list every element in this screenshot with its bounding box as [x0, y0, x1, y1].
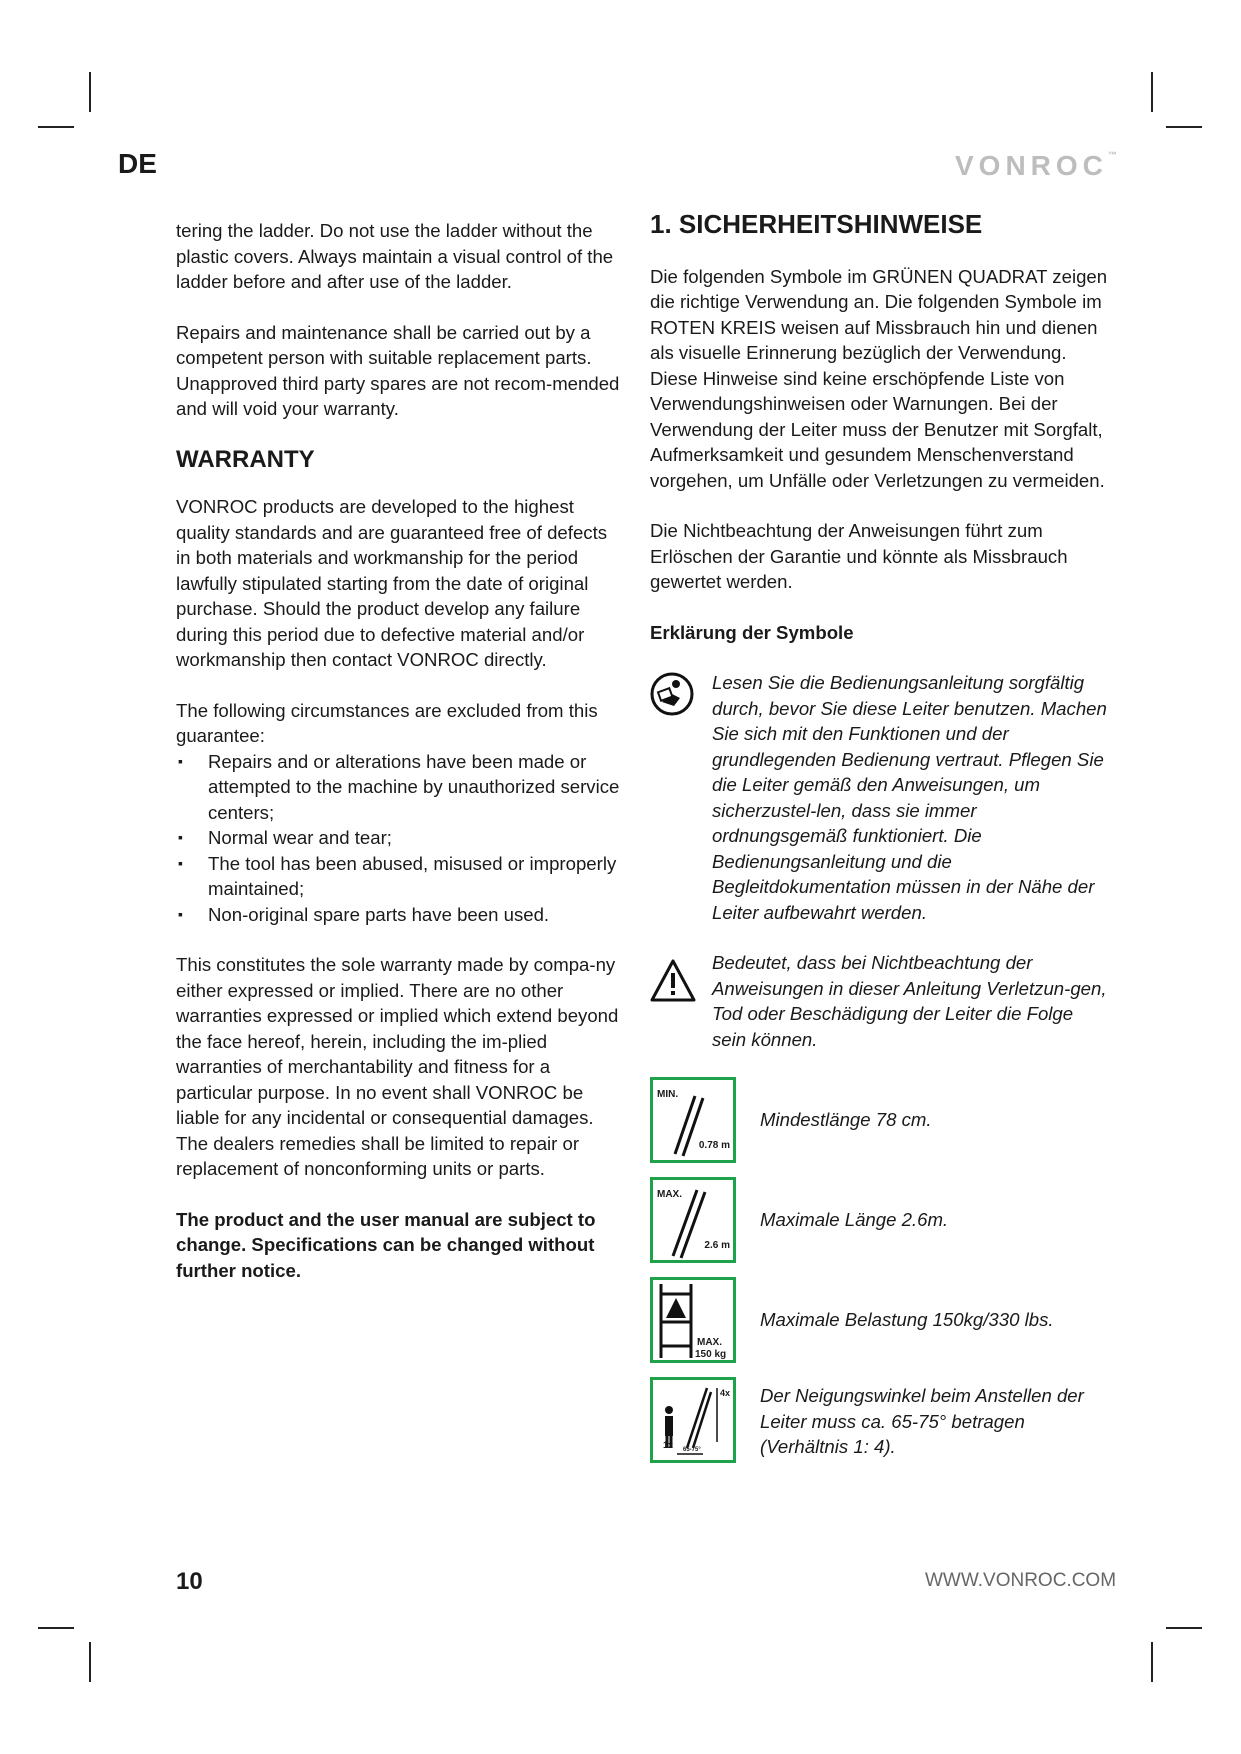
symbol-row-warning: [650, 950, 1110, 1052]
page-number: 10: [176, 1568, 203, 1595]
max-load-text: Maximale Belastung 150kg/330 lbs.: [760, 1309, 1054, 1330]
crop-mark: [1166, 126, 1202, 128]
language-code: DE: [118, 148, 157, 179]
safety-paragraph-2: Die Nichtbeachtung der Anweisungen führt zum Erlöschen der Garantie und könnte als Missbrauch gewertet werden.: [650, 520, 1068, 592]
list-item: ▪ Repairs and or alterations have been made or attempted to the machine by unauthorized service centers;: [176, 749, 626, 826]
angle-degrees: 65-75°: [683, 1447, 701, 1453]
excluded-list: [176, 749, 626, 928]
website-url: WWW.VONROC.COM: [925, 1570, 1117, 1591]
crop-mark: [89, 1642, 91, 1682]
min-length-icon: [650, 1077, 736, 1163]
crop-mark: [1151, 72, 1153, 112]
max-label: MAX.: [657, 1189, 682, 1200]
intro-paragraph: tering the ladder. Do not use the ladder without the plastic covers. Always maintain a visual control of the ladder before and after use of the ladder.: [176, 220, 614, 292]
sole-warranty-paragraph: This constitutes the sole warranty made by compa-ny either expressed or implied. There are no other warranties expressed or implied which extend beyond the face hereof, herein, including the im-plied warranties of merchantability and fitness for a particular purpose. In no event shall VONROC be liable for any incidental or consequential damages. The dealers remedies shall be limited to repair or replacement of nonconforming units or parts.: [176, 954, 619, 1179]
symbol-row-max-length: [650, 1177, 1110, 1267]
load-label: MAX.: [697, 1337, 722, 1348]
brand-logo: VONROC™: [955, 150, 1117, 181]
min-value: 0.78 m: [698, 1139, 730, 1151]
warranty-paragraph: VONROC products are developed to the highest quality standards and are guaranteed free of defects in both materials and workmanship for the period lawfully stipulated starting from the date of original purchase. Should the product develop any failure during this period due to defective material and/or workmanship then contact VONROC directly.: [176, 496, 608, 670]
max-value: 2.6 m: [704, 1239, 730, 1251]
symbol-row-angle: [650, 1377, 1110, 1467]
crop-mark: [38, 1627, 74, 1629]
read-manual-icon: [650, 672, 694, 716]
safety-heading: 1. SICHERHEITSHINWEISE: [650, 209, 983, 239]
warning-symbol-text: Bedeutet, dass bei Nichtbeachtung der Anweisungen in dieser Anleitung Verletzun-gen, Tod oder Beschädigung der Leiter die Folge sein können.: [712, 952, 1107, 1050]
left-column: [176, 218, 626, 1283]
list-item: ▪ The tool has been abused, misused or improperly maintained;: [176, 851, 626, 902]
angle-text: Der Neigungswinkel beim Anstellen der Leiter muss ca. 65-75° betragen (Verhältnis 1: 4).: [760, 1385, 1084, 1457]
min-length-text: Mindestlänge 78 cm.: [760, 1109, 932, 1130]
crop-mark: [1166, 1627, 1202, 1629]
change-notice: The product and the user manual are subject to change. Specifications can be changed without further notice.: [176, 1208, 596, 1281]
warning-icon: [650, 958, 696, 1004]
warranty-heading: WARRANTY: [176, 445, 315, 473]
max-length-icon: [650, 1177, 736, 1263]
angle-top: 4x: [719, 1388, 730, 1398]
crop-mark: [89, 72, 91, 112]
crop-mark: [38, 126, 74, 128]
symbols-heading: Erklärung der Symbole: [650, 621, 854, 643]
angle-bottom: 1x: [663, 1439, 674, 1450]
repairs-paragraph: Repairs and maintenance shall be carried out by a competent person with suitable replacement parts. Unapproved third party spares are not recom-mended and will void your warranty.: [176, 321, 620, 419]
list-item: ▪ Normal wear and tear;: [176, 825, 626, 851]
right-column: [650, 209, 1110, 1467]
manual-symbol-text: Lesen Sie die Bedienungsanleitung sorgfältig durch, bevor Sie diese Leiter benutzen. Machen Sie sich mit den Funktionen und der grundlegenden Bedienung vertraut. Pflegen Sie die Leiter gemäß den Anweisungen, um sicherzustel-len, dass sie immer ordnungsgemäß funktioniert. Die Bedienungsanleitung und die Begleitdokumentation müssen in der Nähe der Leiter aufbewahrt werden.: [712, 672, 1107, 923]
load-value: 150 kg: [695, 1349, 727, 1360]
max-length-text: Maximale Länge 2.6m.: [760, 1209, 949, 1230]
symbol-row-min-length: [650, 1077, 1110, 1167]
min-label: MIN.: [657, 1089, 679, 1100]
angle-icon: [650, 1377, 736, 1463]
symbol-row-max-load: [650, 1277, 1110, 1367]
max-load-icon: [650, 1277, 736, 1363]
symbol-row-manual: [650, 670, 1110, 925]
safety-paragraph-1: Die folgenden Symbole im GRÜNEN QUADRAT zeigen die richtige Verwendung an. Die folgenden Symbole im ROTEN KREIS weisen auf Missbrauch hin und dienen als visuelle Erinnerung bezüglich der Verwendung. Diese Hinweise sind keine erschöpfende Liste von Verwendungshinweisen oder Warnungen. Bei der Verwendung der Leiter muss der Benutzer mit Sorgfalt, Aufmerksamkeit und gesundem Menschenverstand vorgehen, um Unfälle oder Verletzungen zu vermeiden.: [650, 265, 1108, 491]
excluded-intro: The following circumstances are excluded from this guarantee:: [176, 699, 598, 746]
list-item: ▪ Non-original spare parts have been used.: [176, 902, 626, 928]
crop-mark: [1151, 1642, 1153, 1682]
